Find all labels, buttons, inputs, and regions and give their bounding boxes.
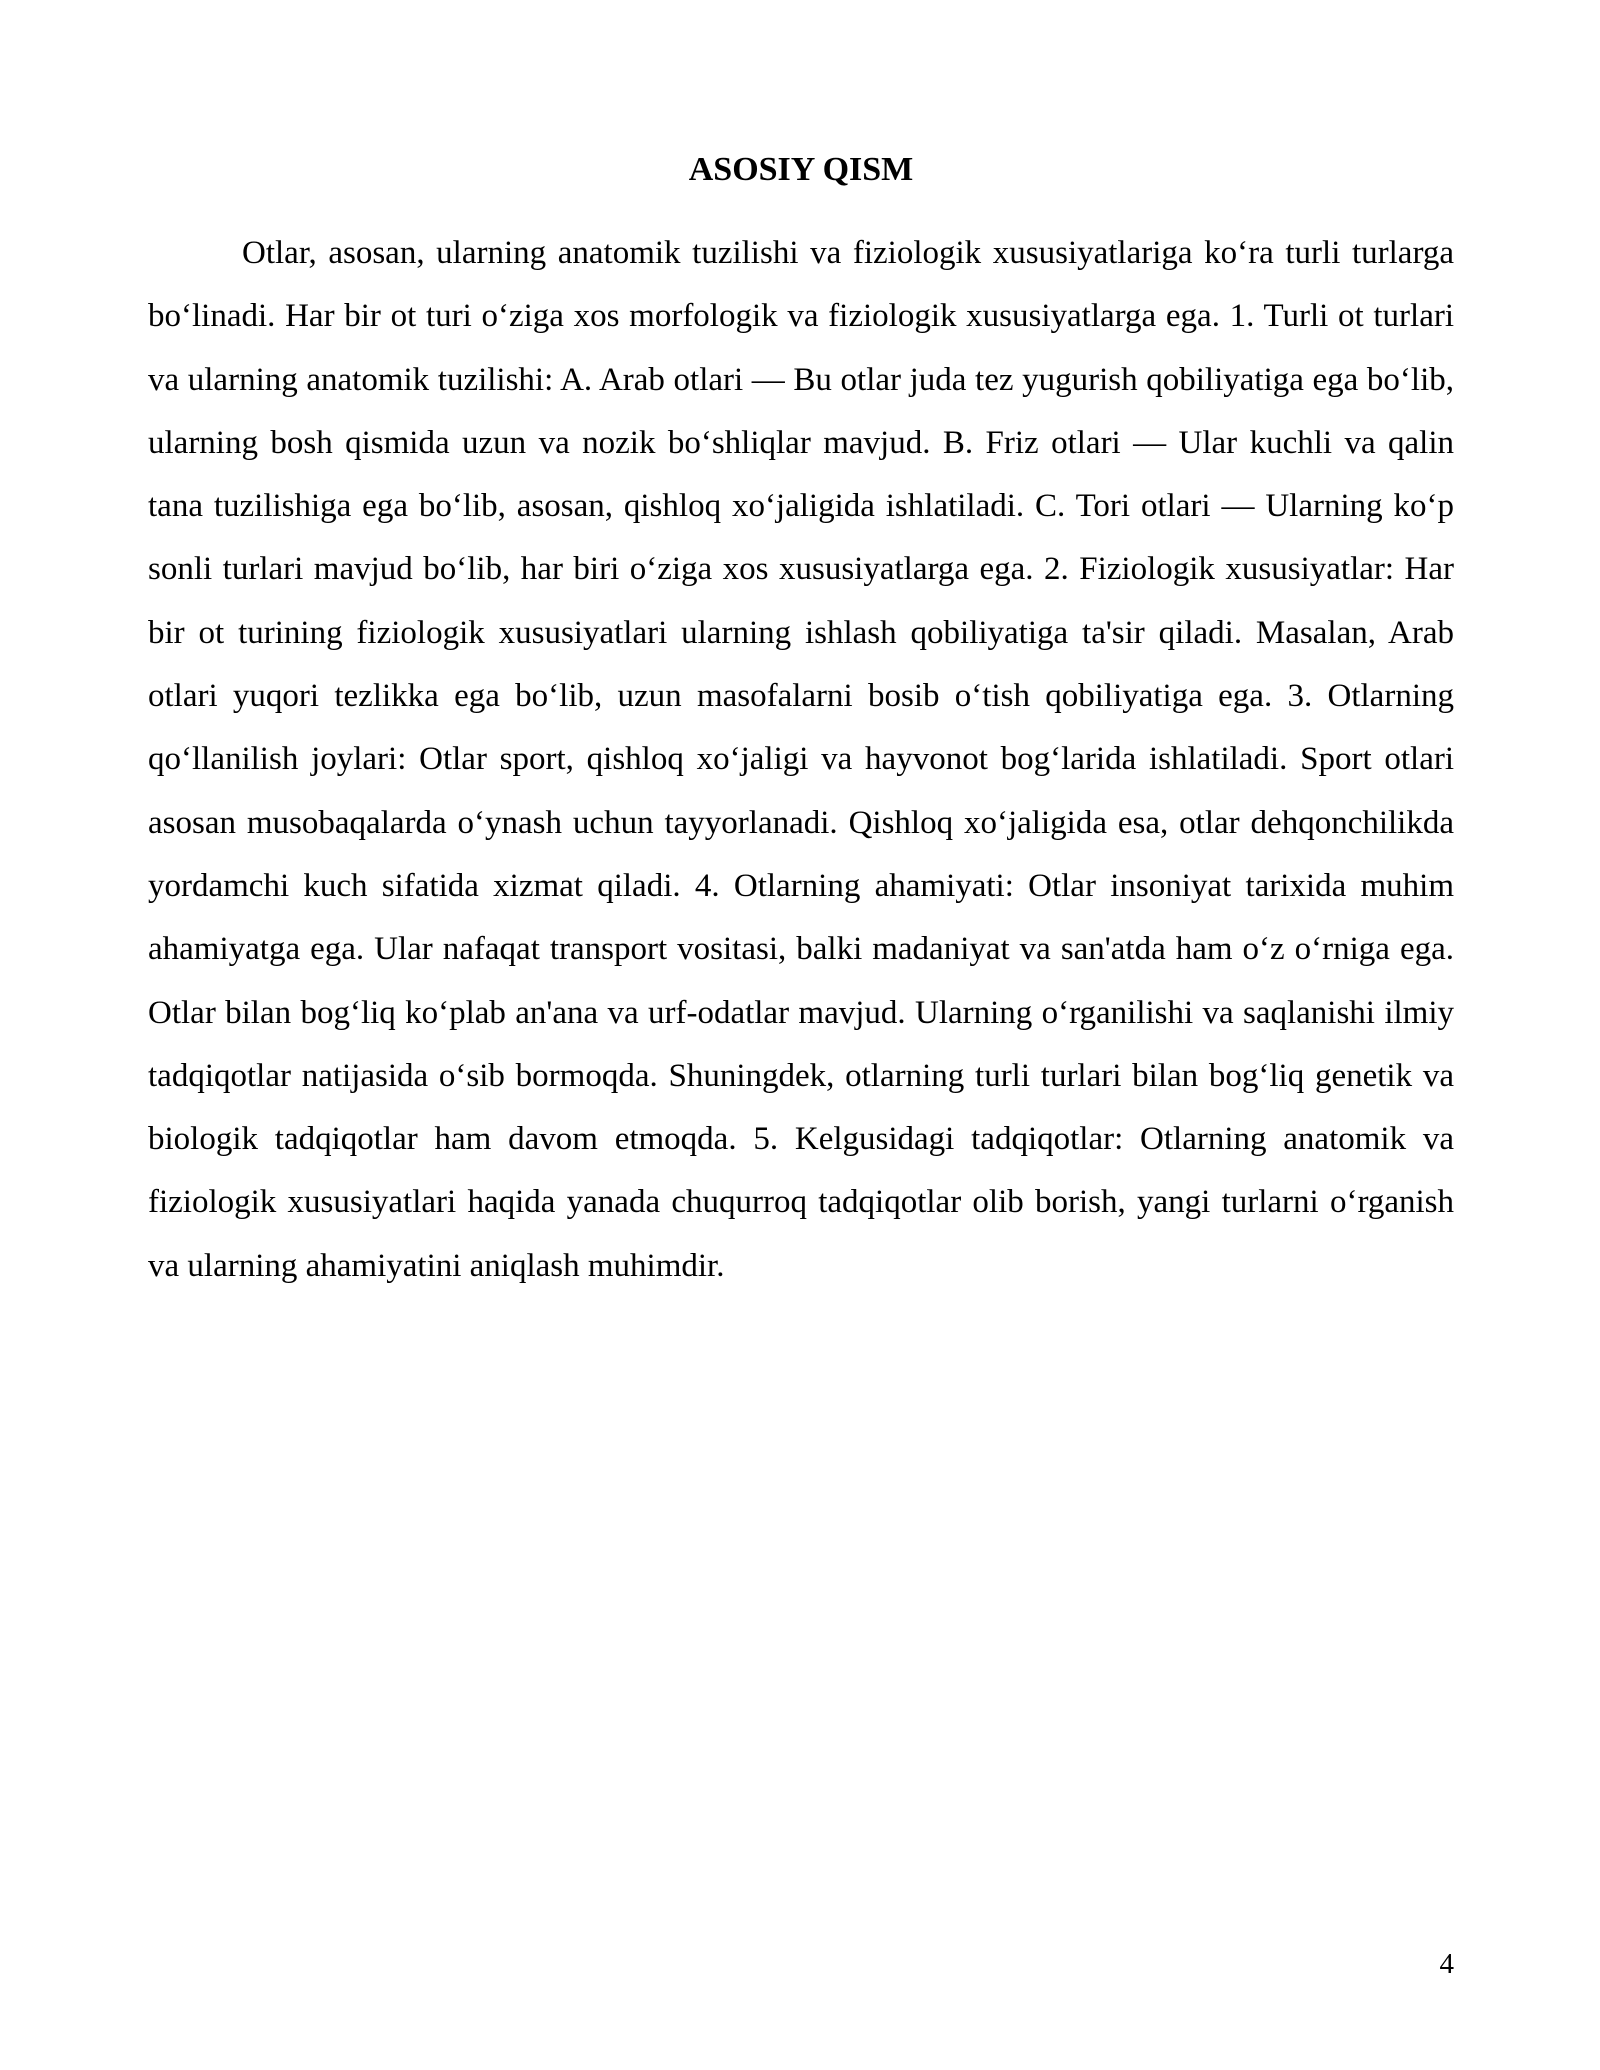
section-heading: ASOSIY QISM [688,151,914,188]
body-paragraph: Otlar, asosan, ularning anatomik tuzilishi va fiziologik xususiyatlariga koʻra turli turlarga boʻlinadi. Har bir ot turi oʻziga xos morfologik va fiziologik xususiyatlarga ega. 1. Turli ot turlari va ularning anatomik tuzilishi: A. Arab otlari — Bu otlar juda tez yugurish qobiliyatiga ega boʻlib, ularning bosh qismida uzun va nozik boʻshliqlar mavjud. B. Friz otlari — Ular kuchli va qalin tana tuzilishiga ega boʻlib, asosan, qishloq xoʻjaligida ishlatiladi. C. Tori otlari — Ularning koʻp sonli turlari mavjud boʻlib, har biri oʻziga xos xususiyatlarga ega. 2. Fiziologik xususiyatlar: Har bir ot turining fiziologik xususiyatlari ularning ishlash qobiliyatiga ta'sir qiladi. Masalan, Arab otlari yuqori tezlikka ega boʻlib, uzun masofalarni bosib oʻtish qobiliyatiga ega. 3. Otlarning qoʻllanilish joylari: Otlar sport, qishloq xoʻjaligi va hayvonot bogʻlarida ishlatiladi. Sport otlari asosan musobaqalarda oʻynash uchun tayyorlanadi. Qishloq xoʻjaligida esa, otlar dehqonchilikda yordamchi kuch sifatida xizmat qiladi. 4. Otlarning ahamiyati: Otlar insoniyat tarixida muhim ahamiyatga ega. Ular nafaqat transport vositasi, balki madaniyat va san'atda ham oʻz oʻrniga ega. Otlar bilan bogʻliq koʻplab an'ana va urf-odatlar mavjud. Ularning oʻrganilishi va saqlanishi ilmiy tadqiqotlar natijasida oʻsib bormoqda. Shuningdek, otlarning turli turlari bilan bogʻliq genetik va biologik tadqiqotlar ham davom etmoqda. 5. Kelgusidagi tadqiqotlar: Otlarning anatomik va fiziologik xususiyatlari haqida yanada chuqurroq tadqiqotlar olib borish, yangi turlarni oʻrganish va ularning ahamiyatini aniqlash muhimdir. [148,235,1454,1284]
page-number: 4 [1439,1948,1454,1980]
